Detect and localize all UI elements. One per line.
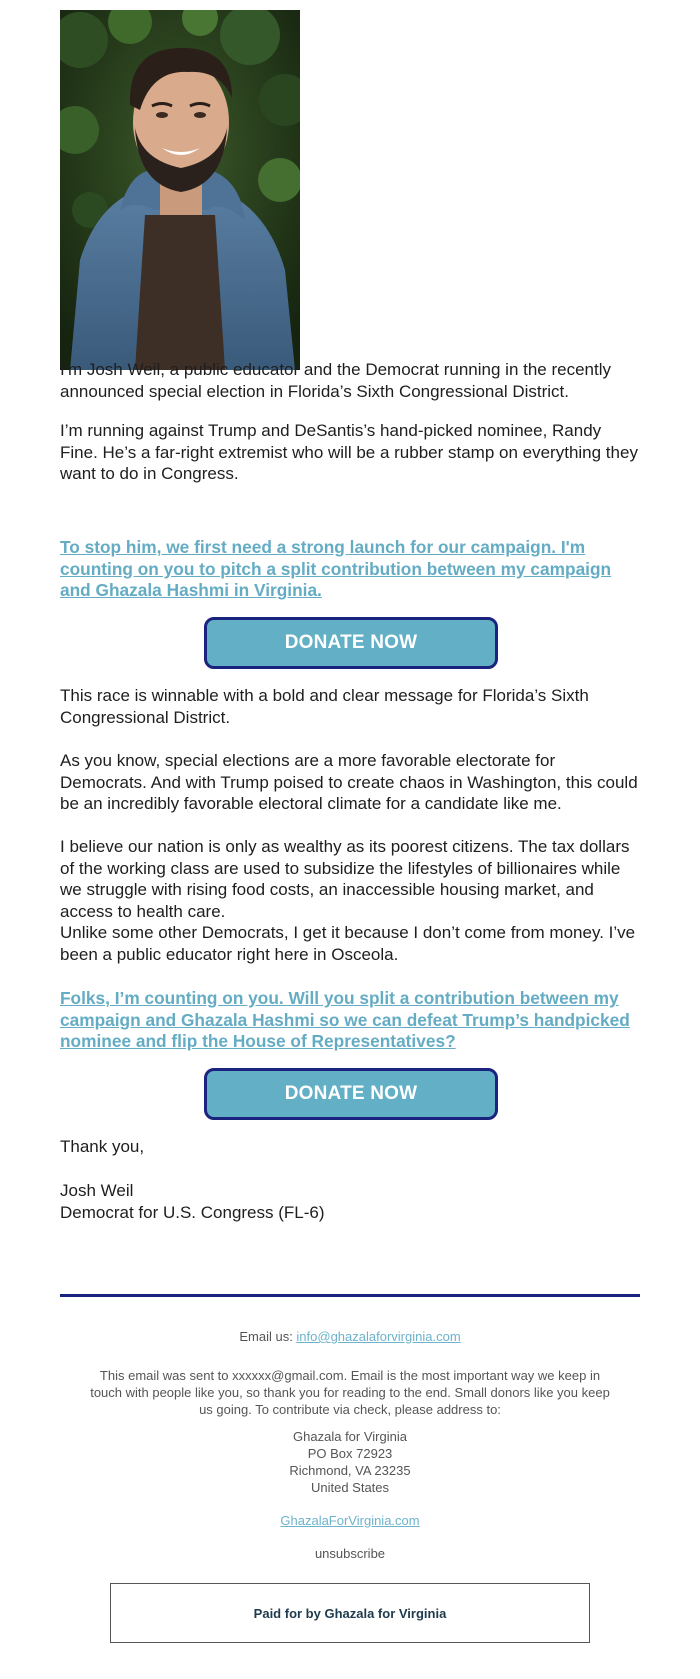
intro-paragraph: I'm Josh Weil, a public educator and the Democrat running in the recently announced special election in Florida’s Sixth Congressional District. [60, 360, 611, 401]
unsubscribe-link[interactable]: unsubscribe [314, 1546, 386, 1561]
address-city: Richmond, VA 23235 [289, 1463, 411, 1478]
thanks-text: Thank you, [60, 1137, 145, 1156]
opponent-paragraph: I’m running against Trump and DeSantis’s hand-picked nominee, Randy Fine. He’s a far-right extremist who will be a rubber stamp on everything they want to do in Congress. [60, 421, 638, 484]
winnable-paragraph: This race is winnable with a bold and clear message for Florida’s Sixth Congressional District. [60, 686, 589, 727]
address-name: Ghazala for Virginia [293, 1429, 407, 1444]
website-link[interactable]: GhazalaForVirginia.com [280, 1513, 420, 1528]
email-us-label: Email us: [239, 1329, 297, 1344]
cta-link-split-contribution[interactable]: To stop him, we first need a strong launch for our campaign. I'm counting on you to pitch a split contribution between my campaign and Ghazala Hashmi in Virginia. [60, 537, 612, 601]
website-line [0, 1512, 700, 1529]
cta-link-flip-house[interactable]: Folks, I’m counting on you. Will you split a contribution between my campaign and Ghazala Hashmi so we can defeat Trump’s handpicked nominee and flip the House of Representatives? [60, 988, 630, 1052]
special-elections-paragraph: As you know, special elections are a more favorable electorate for Democrats. And with Trump poised to create chaos in Washington, this could be an incredibly favorable electoral climate for a candidate like me. [60, 751, 638, 814]
paid-for-disclaimer: Paid for by Ghazala for Virginia [110, 1583, 590, 1643]
email-address-link[interactable]: info@ghazalaforvirginia.com [296, 1329, 461, 1344]
donate-now-button-2[interactable]: DONATE NOW [204, 1068, 498, 1120]
unlike-paragraph: Unlike some other Democrats, I get it because I don’t come from money. I’ve been a public educator right here in Osceola. [60, 923, 636, 964]
address-po-box: PO Box 72923 [307, 1446, 393, 1461]
signature-name: Josh Weil [60, 1181, 134, 1200]
footer-divider [60, 1294, 640, 1297]
candidate-photo [60, 10, 300, 370]
believe-paragraph: I believe our nation is only as wealthy as its poorest citizens. The tax dollars of the working class are used to subsidize the lifestyles of billionaires while we struggle with rising food costs, an inaccessible housing market, and access to health care. [60, 837, 630, 922]
signature-title: Democrat for U.S. Congress (FL-6) [60, 1203, 325, 1222]
sent-note: This email was sent to xxxxxx@gmail.com. Email is the most important way we keep in touch with people like you, so thank you for reading to the end. Small donors like you keep us going. To contribute via check, please address to: [90, 1368, 610, 1417]
address-country: United States [310, 1480, 390, 1495]
mailing-address [0, 1428, 700, 1496]
email-us-line [0, 1328, 700, 1345]
donate-now-button[interactable]: DONATE NOW [204, 617, 498, 669]
